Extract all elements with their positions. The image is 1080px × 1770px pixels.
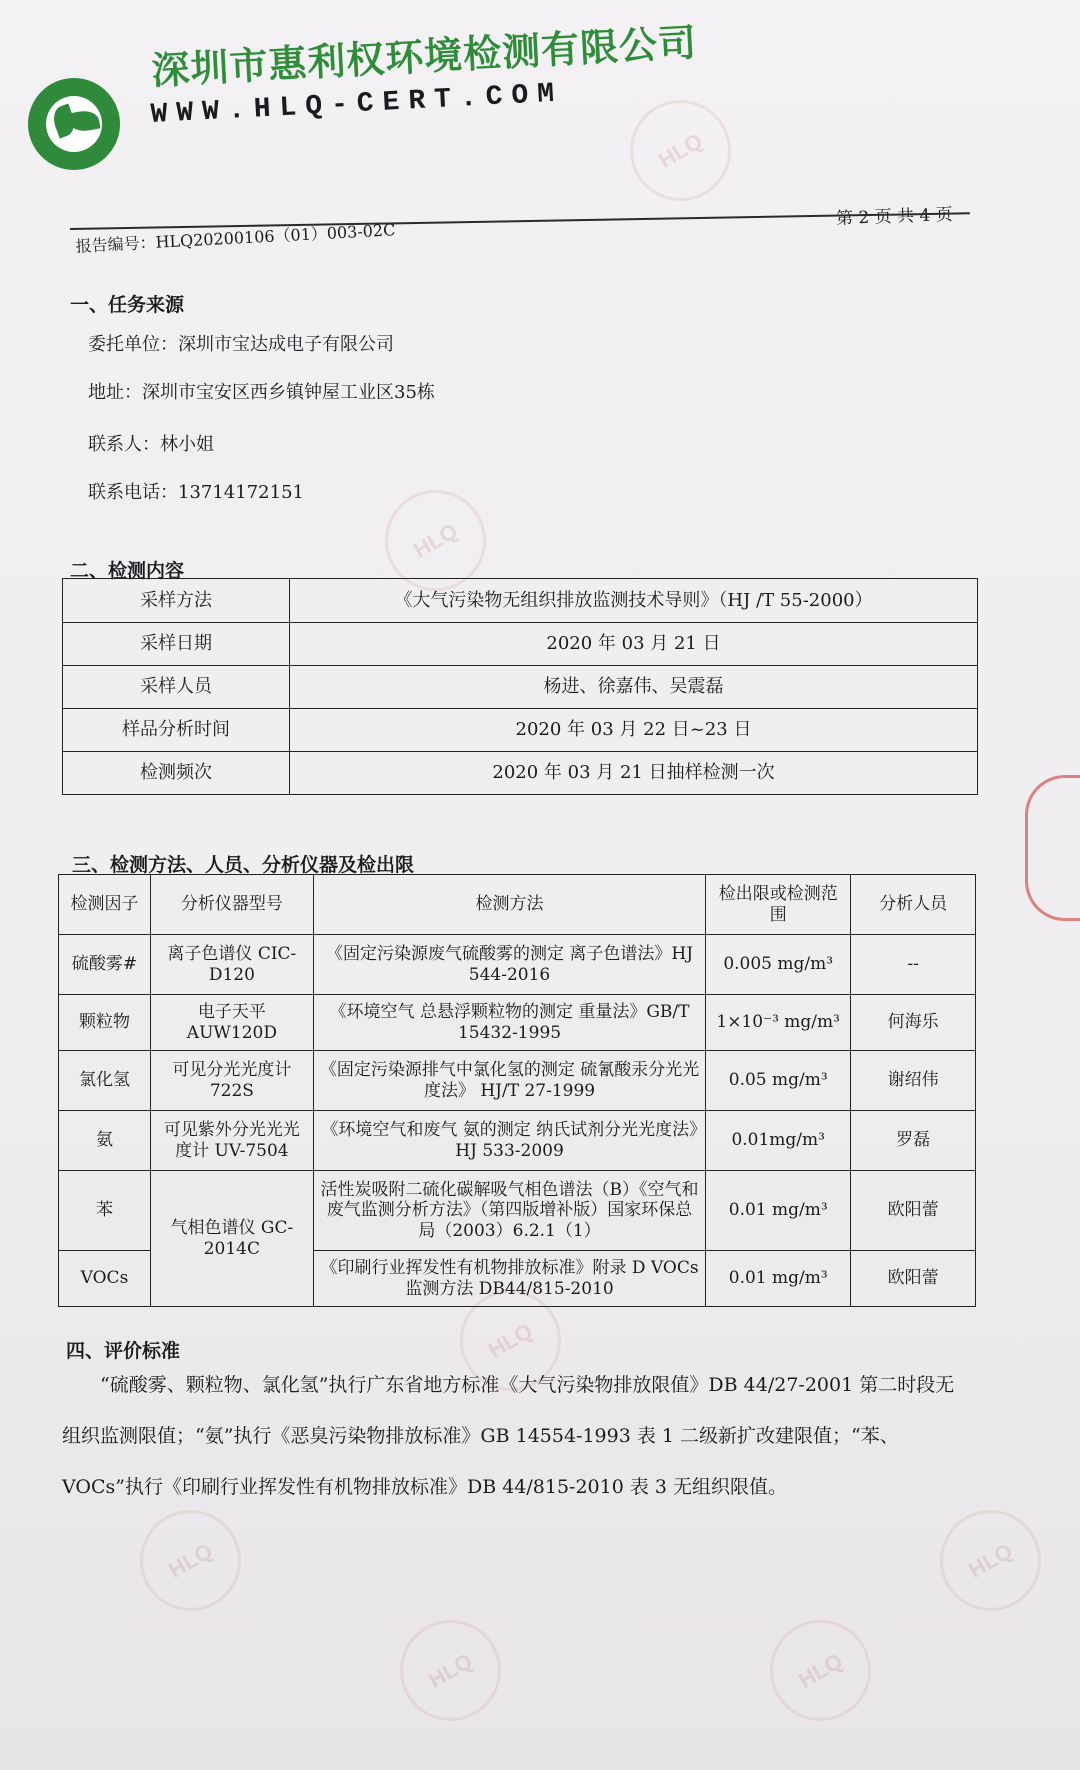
instrument-cell: 气相色谱仪 GC-2014C (150, 1171, 313, 1307)
instrument-cell: 可见紫外分光光光度计 UV-7504 (150, 1111, 313, 1171)
row-value: 杨进、徐嘉伟、吴震磊 (290, 666, 978, 709)
factor-cell: 苯 (59, 1171, 151, 1251)
factor-cell: 颗粒物 (59, 995, 151, 1051)
limit-cell: 0.05 mg/m³ (706, 1051, 851, 1111)
table-row (63, 666, 978, 709)
table-row (63, 623, 978, 666)
red-stamp (1025, 775, 1080, 921)
row-label: 采样方法 (63, 579, 290, 623)
table-row (63, 579, 978, 623)
section4-title: 四、评价标准 (66, 1340, 181, 1362)
hlq-watermark: HLQ (122, 1492, 260, 1630)
company-website: WWW.HLQ-CERT.COM (150, 78, 564, 131)
method-cell: 《环境空气 总悬浮颗粒物的测定 重量法》GB/T 15432-1995 (313, 995, 705, 1051)
company-logo (28, 78, 120, 170)
limit-cell: 0.005 mg/m³ (706, 935, 851, 995)
table-row (59, 1051, 976, 1111)
row-value: 2020 年 03 月 21 日 (290, 623, 978, 666)
row-label: 样品分析时间 (63, 709, 290, 752)
hlq-watermark: HLQ (612, 82, 750, 220)
section2-title: 二、检测内容 (70, 560, 185, 582)
section1-title: 一、任务来源 (70, 294, 185, 316)
table-header-row (59, 875, 976, 935)
instrument-cell: 电子天平 AUW120D (150, 995, 313, 1051)
limit-cell: 0.01 mg/m³ (706, 1251, 851, 1307)
table-row (59, 995, 976, 1051)
method-cell: 《环境空气和废气 氨的测定 纳氏试剂分光光度法》HJ 533-2009 (313, 1111, 705, 1171)
col-header: 分析人员 (851, 875, 976, 935)
table-row (59, 1171, 976, 1251)
table-row (59, 1111, 976, 1171)
table-row (63, 752, 978, 795)
factor-cell: 氨 (59, 1111, 151, 1171)
method-cell: 《固定污染源排气中氯化氢的测定 硫氰酸汞分光光度法》 HJ/T 27-1999 (313, 1051, 705, 1111)
address-line: 地址：深圳市宝安区西乡镇钟屋工业区35栋 (88, 382, 435, 403)
table-row (63, 709, 978, 752)
analyst-cell: 欧阳蕾 (851, 1251, 976, 1307)
contact-line: 联系人：林小姐 (88, 434, 214, 455)
method-cell: 活性炭吸附二硫化碳解吸气相色谱法（B）《空气和废气监测分析方法》（第四版增补版）国家环保总局（2003）6.2.1（1） (313, 1171, 705, 1251)
analyst-cell: -- (851, 935, 976, 995)
table-row (59, 935, 976, 995)
method-cell: 《固定污染源废气硫酸雾的测定 离子色谱法》HJ 544-2016 (313, 935, 705, 995)
factor-cell: 硫酸雾# (59, 935, 151, 995)
limit-cell: 0.01mg/m³ (706, 1111, 851, 1171)
col-header: 检测因子 (59, 875, 151, 935)
evaluation-standard-text: “硫酸雾、颗粒物、氯化氢”执行广东省地方标准《大气污染物排放限值》DB 44/27-2001 第二时段无组织监测限值；“氨”执行《恶臭污染物排放标准》GB 14554-1993 表 1 二级新扩改建限值；“苯、VOCs”执行《印刷行业挥发性有机物排放标准》DB 44/815-2010 表 3 无组织限值。 (62, 1374, 955, 1498)
col-header: 检出限或检测范围 (706, 875, 851, 935)
method-table (58, 874, 976, 1307)
detection-content-table (62, 578, 978, 795)
hlq-watermark: HLQ (752, 1602, 890, 1740)
col-header: 分析仪器型号 (150, 875, 313, 935)
analyst-cell: 谢绍伟 (851, 1051, 976, 1111)
hlq-watermark: HLQ (367, 472, 505, 610)
factor-cell: VOCs (59, 1251, 151, 1307)
factor-cell: 氯化氢 (59, 1051, 151, 1111)
analyst-cell: 欧阳蕾 (851, 1171, 976, 1251)
row-label: 检测频次 (63, 752, 290, 795)
instrument-cell: 离子色谱仪 CIC-D120 (150, 935, 313, 995)
analyst-cell: 罗磊 (851, 1111, 976, 1171)
report-number: 报告编号：HLQ20200106（01）003-02C (75, 220, 396, 256)
method-cell: 《印刷行业挥发性有机物排放标准》附录 D VOCs 监测方法 DB44/815-2010 (313, 1251, 705, 1307)
company-name: 深圳市惠利权环境检测有限公司 (150, 20, 699, 93)
phone-line: 联系电话：13714172151 (88, 482, 304, 503)
section3-title: 三、检测方法、人员、分析仪器及检出限 (72, 854, 415, 876)
row-value: 2020 年 03 月 22 日~23 日 (290, 709, 978, 752)
row-label: 采样日期 (63, 623, 290, 666)
hlq-watermark: HLQ (382, 1602, 520, 1740)
limit-cell: 1×10⁻³ mg/m³ (706, 995, 851, 1051)
client-line: 委托单位：深圳市宝达成电子有限公司 (88, 334, 394, 355)
hlq-watermark: HLQ (442, 1272, 580, 1410)
col-header: 检测方法 (313, 875, 705, 935)
page-number: 第 2 页 共 4 页 (835, 204, 954, 230)
limit-cell: 0.01 mg/m³ (706, 1171, 851, 1251)
instrument-cell: 可见分光光度计 722S (150, 1051, 313, 1111)
row-value: 2020 年 03 月 21 日抽样检测一次 (290, 752, 978, 795)
row-label: 采样人员 (63, 666, 290, 709)
analyst-cell: 何海乐 (851, 995, 976, 1051)
hlq-watermark: HLQ (922, 1492, 1060, 1630)
row-value: 《大气污染物无组织排放监测技术导则》（HJ /T 55-2000） (290, 579, 978, 623)
